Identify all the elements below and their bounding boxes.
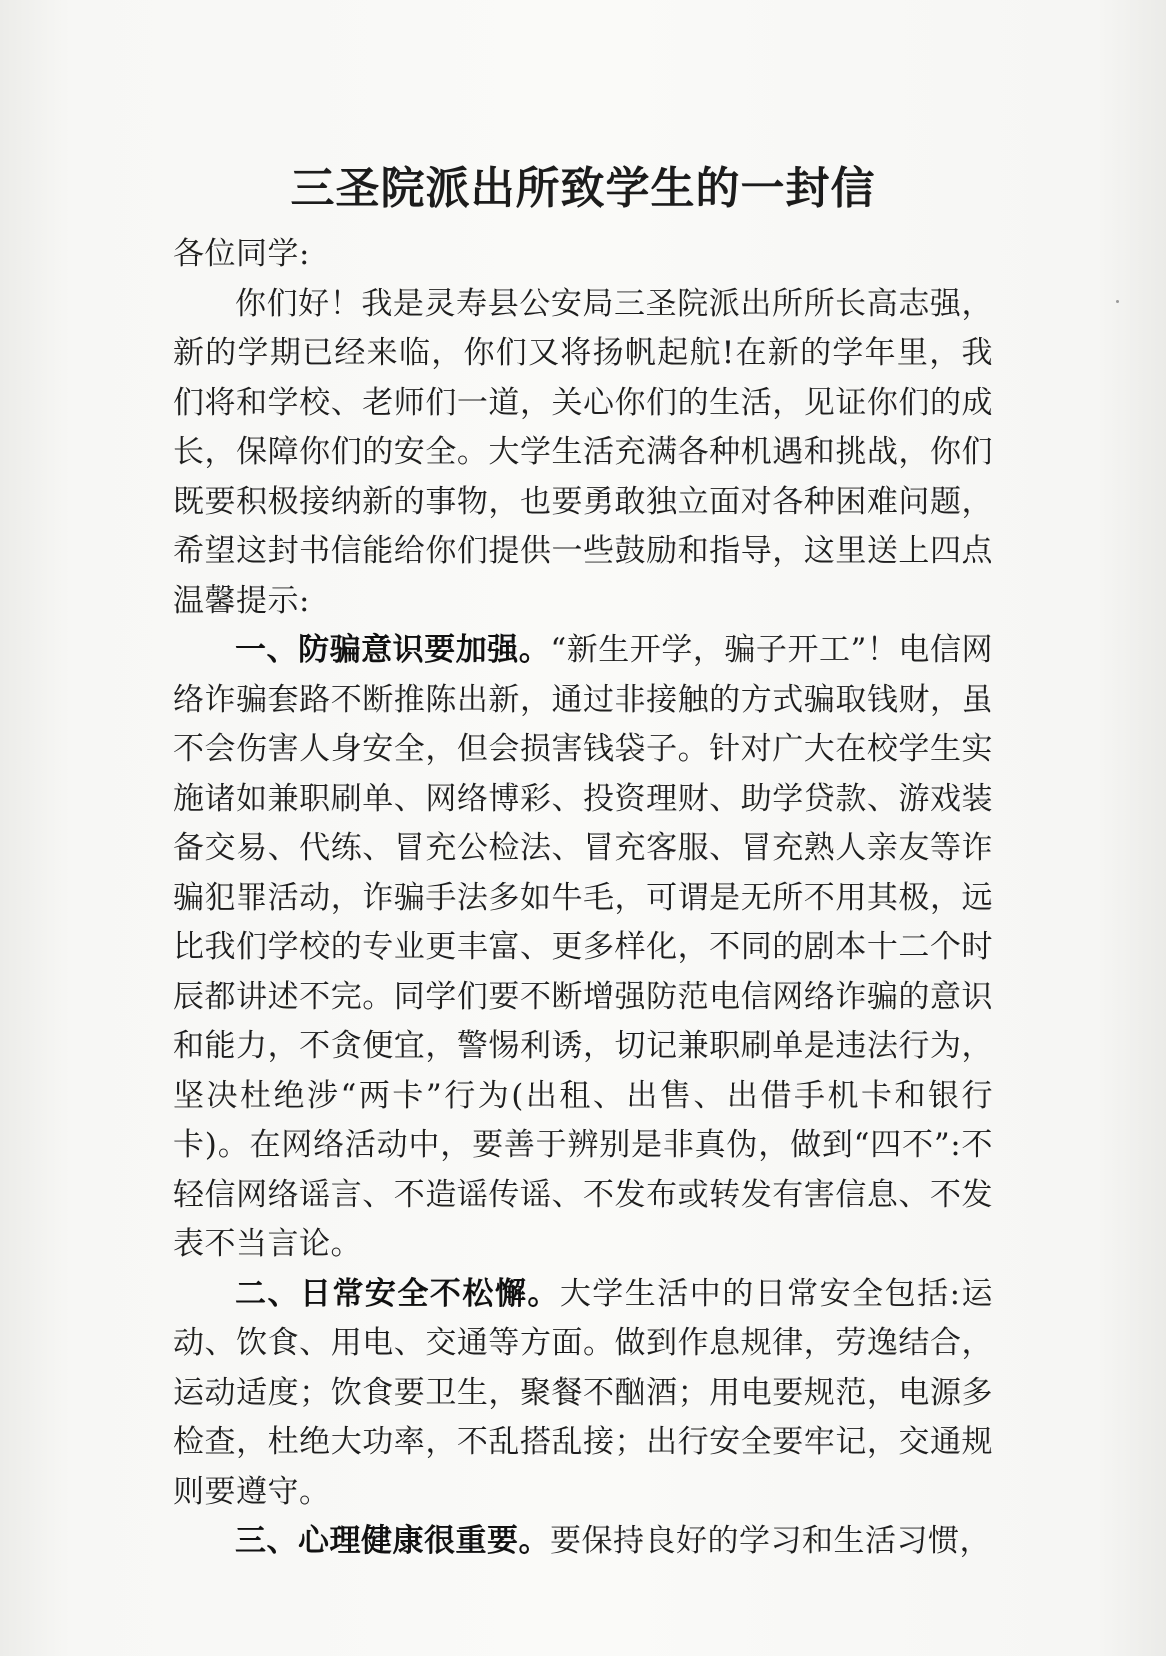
point-heading-1: 一、防骗意识要加强。: [235, 632, 551, 668]
letter-title: 三圣院派出所致学生的一封信: [290, 163, 876, 215]
intro-paragraph: 你们好！我是灵寿县公安局三圣院派出所所长高志强，新的学期已经来临，你们又将扬帆起航!在新的学年里，我们将和学校、老师们一道，关心你们的生活，见证你们的成长，保障你们的安全。大学生活充满各种机遇和挑战，你们既要积极接纳新的事物，也要勇敢独立面对各种困难问题，希望这封书信能给你们提供一些鼓励和指导，这里送上四点温馨提示:: [173, 285, 993, 619]
letter-body: [173, 230, 993, 1567]
point-heading-2: 二、日常安全不松懈。: [235, 1275, 560, 1312]
point-text-1: “新生开学，骗子开工”！电信网络诈骗套路不断推陈出新，通过非接触的方式骗取钱财，虽不会伤害人身安全，但会损害钱袋子。针对广大在校学生实施诸如兼职刷单、网络博彩、投资理财、助学贷款、游戏装备交易、代练、冒充公检法、冒充客服、冒充熟人亲友等诈骗犯罪活动，诈骗手法多如牛毛，可谓是无所不用其极，远比我们学校的专业更丰富、更多样化，不同的剧本十二个时辰都讲述不完。同学们要不断增强防范电信网络诈骗的意识和能力，不贪便宜，警惕利诱，切记兼职刷单是违法行为，坚决杜绝涉“两卡”行为(出租、出售、出借手机卡和银行卡)。在网络活动中，要善于辨别是非真伪，做到“四不”:不轻信网络谣言、不造谣传谣、不发布或转发有害信息、不发表不当言论。: [173, 632, 994, 1262]
point-paragraph-3: [173, 1517, 993, 1567]
point-heading-3: 三、心理健康很重要。: [235, 1523, 550, 1559]
point-paragraph-1: [173, 626, 993, 1270]
point-text-3: 要保持良好的学习和生活习惯，: [550, 1523, 991, 1559]
paper-speck: [1116, 300, 1119, 303]
point-paragraph-2: [173, 1270, 993, 1518]
salutation: 各位同学:: [173, 236, 310, 272]
point-text-2: 大学生活中的日常安全包括:运动、饮食、用电、交通等方面。做到作息规律，劳逸结合，运动适度；饮食要卫生，聚餐不酗酒；用电要规范，电源多检查，杜绝大功率，不乱搭乱接；出行安全要牢记，交通规则要遵守。: [173, 1275, 993, 1510]
